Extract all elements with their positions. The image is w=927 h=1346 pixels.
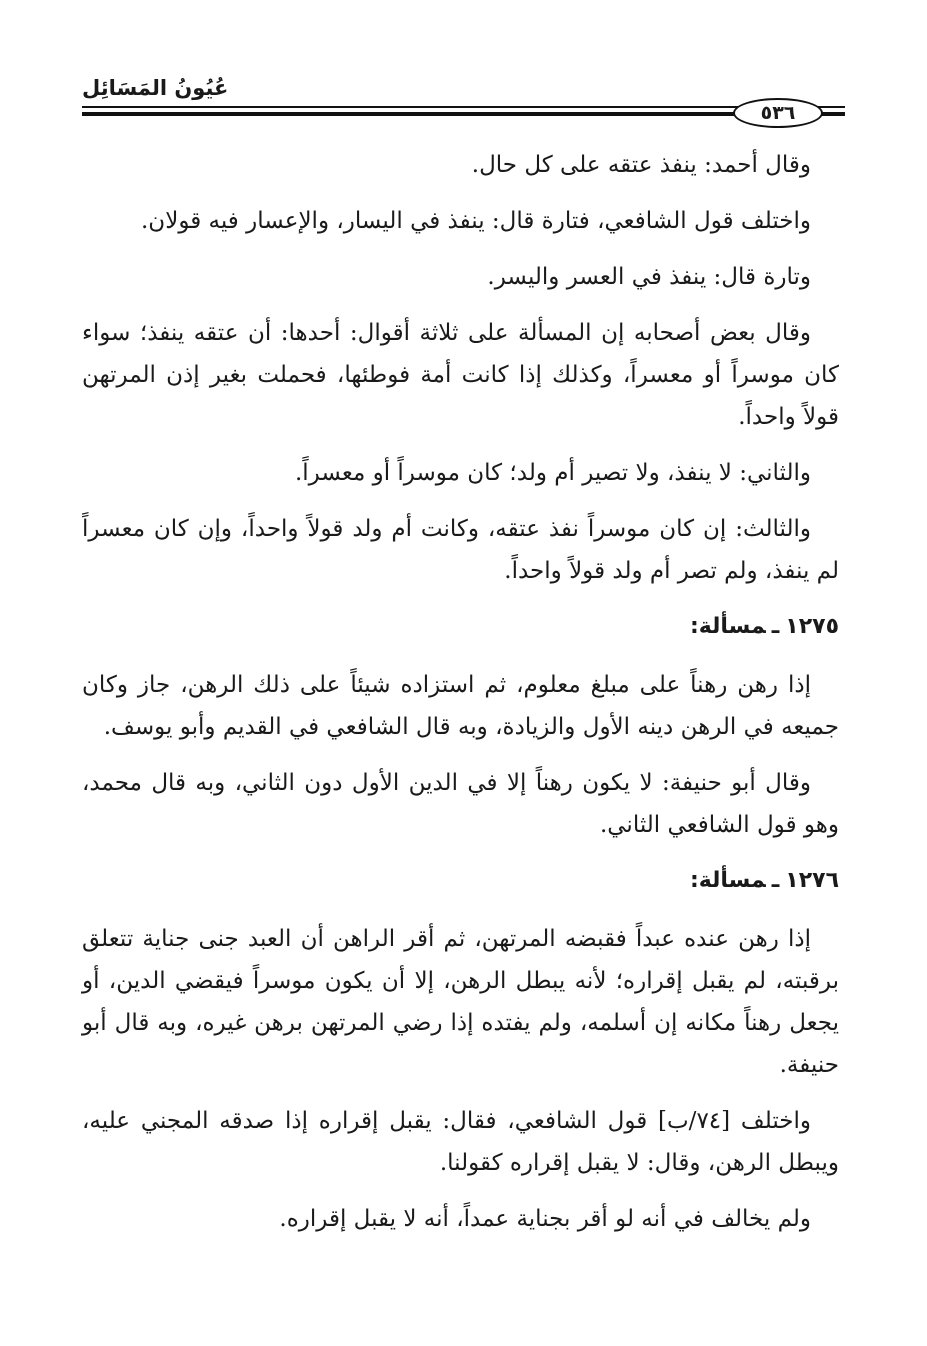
issue-dash: ـ bbox=[771, 614, 780, 639]
paragraph: وقال أبو حنيفة: لا يكون رهناً إلا في الدين الأول دون الثاني، وبه قال محمد، وهو قول الشافعي الثاني. bbox=[82, 770, 839, 838]
paragraph: واختلف [٧٤/ب] قول الشافعي، فقال: يقبل إقراره إذا صدقه المجني عليه، ويبطل الرهن، وقال: لا يقبل إقراره كقولنا. bbox=[82, 1108, 839, 1176]
paragraph: إذا رهن رهناً على مبلغ معلوم، ثم استزاده شيئاً على ذلك الرهن، جاز وكان جميعه في الرهن دينه الأول والزيادة، وبه قال الشافعي في القديم وأبو يوسف. bbox=[82, 672, 839, 740]
header-rule-thick bbox=[82, 112, 845, 116]
paragraph: وقال بعض أصحابه إن المسألة على ثلاثة أقوال: أحدها: أن عتقه ينفذ؛ سواء كان موسراً أو معسراً، وكذلك إذا كانت أمة فوطئها، فحملت بغير إذن المرتهن قولاً واحداً. bbox=[82, 320, 839, 430]
header-rule-thin bbox=[82, 106, 845, 108]
issue-dash: ـ bbox=[771, 868, 780, 893]
page-body bbox=[82, 144, 839, 1254]
issue-heading bbox=[82, 860, 839, 902]
paragraph: إذا رهن عنده عبداً فقبضه المرتهن، ثم أقر الراهن أن العبد جنى جناية تتعلق برقبته، لم يقبل إقراره؛ لأنه يبطل الرهن، إلا أن يكون موسراً فيقضي الدين، أو يجعل رهناً مكانه إن أسلمه، ولم يفتده إذا رضي المرتهن برهن غيره، وبه قال أبو حنيفة. bbox=[82, 926, 839, 1078]
paragraph: وقال أحمد: ينفذ عتقه على كل حال. bbox=[471, 152, 811, 178]
issue-label: مسألة: bbox=[689, 868, 766, 893]
book-title: عُيُونُ المَسَائِل bbox=[82, 76, 229, 100]
paragraph: وتارة قال: ينفذ في العسر واليسر. bbox=[487, 264, 811, 290]
issue-heading bbox=[82, 606, 839, 648]
issue-label: مسألة: bbox=[689, 614, 766, 639]
issue-number: ١٢٧٥ bbox=[785, 614, 839, 639]
page-header bbox=[82, 68, 845, 128]
paragraph: والثالث: إن كان موسراً نفذ عتقه، وكانت أم ولد قولاً واحداً، وإن كان معسراً لم ينفذ، ولم تصر أم ولد قولاً واحداً. bbox=[82, 516, 839, 584]
paragraph: واختلف قول الشافعي، فتارة قال: ينفذ في اليسار، والإعسار فيه قولان. bbox=[141, 208, 811, 234]
paragraph: والثاني: لا ينفذ، ولا تصير أم ولد؛ كان موسراً أو معسراً. bbox=[294, 460, 811, 486]
page-number: ٥٣٦ bbox=[760, 101, 796, 124]
page-number-badge bbox=[733, 98, 823, 128]
issue-number: ١٢٧٦ bbox=[785, 868, 839, 893]
paragraph: ولم يخالف في أنه لو أقر بجناية عمداً، أنه لا يقبل إقراره. bbox=[279, 1206, 811, 1232]
